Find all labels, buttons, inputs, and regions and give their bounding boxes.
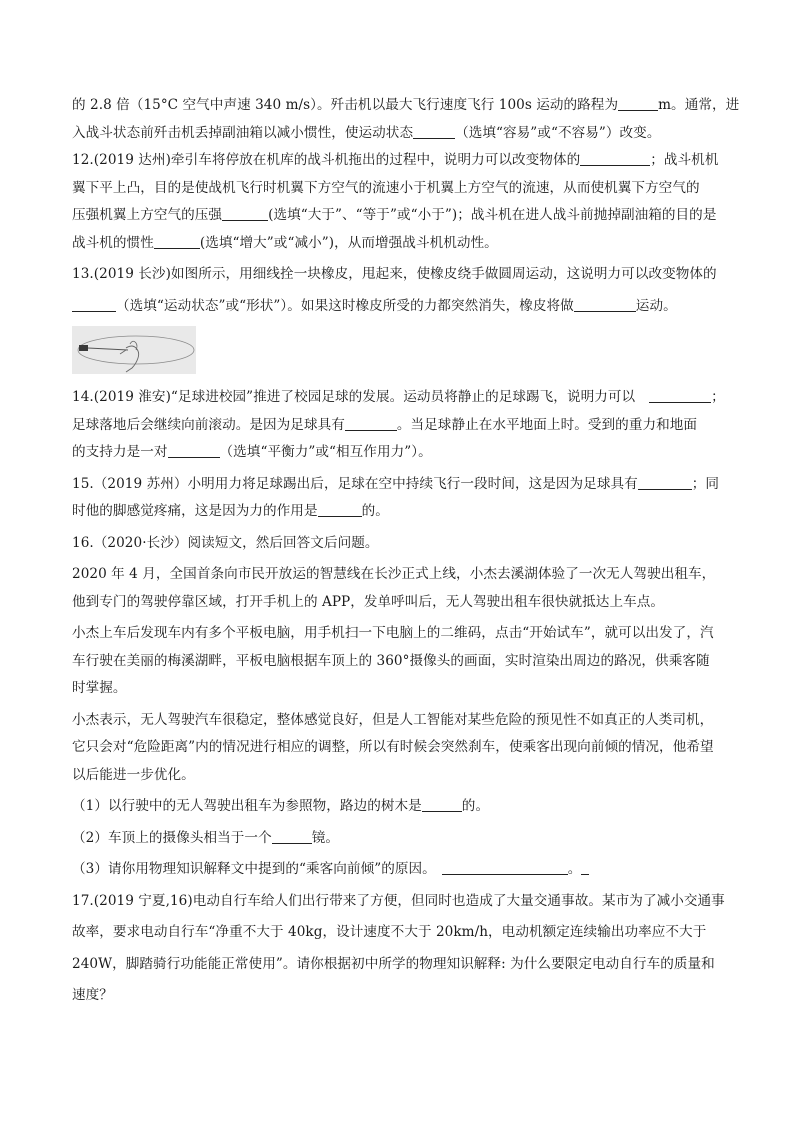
q13-line-1: 13.(2019 长沙)如图所示，用细线拴一块橡皮，甩起来，使橡皮绕手做圆周运动，这说明力可以改变物体的: [72, 266, 717, 282]
answer-blank[interactable]: [222, 205, 268, 221]
q12-line-3: 压强机翼上方空气的压强 (选填“大于”、“等于”或“小于”)；战斗机在进人战斗前抛掉副油箱的目的是: [72, 207, 717, 223]
passage-line: 他到专门的驾驶停靠区域，打开手机上的 APP，发单呼叫后，无人驾驶出租车很快就抵达上车点。: [72, 593, 665, 610]
q17-line-2: 故率，要求电动自行车“净重不大于 40kg，设计速度不大于 20km/h，电动机额定连续输出功率应不大于: [72, 924, 707, 940]
answer-blank[interactable]: [580, 150, 650, 166]
answer-blank[interactable]: [618, 95, 658, 111]
passage-line: 车行驶在美丽的梅溪湖畔，平板电脑根据车顶上的 360°摄像头的画面，实时渲染出周边的路况，供乘客随: [72, 652, 710, 669]
answer-blank[interactable]: [318, 501, 362, 517]
q15-line-1: 15.（2019 苏州）小明用力将足球踢出后，足球在空中持续飞行一段时间，这是因为足球具有 ；同: [72, 475, 720, 492]
answer-blank[interactable]: [442, 859, 568, 875]
q12-line-4: 战斗机的惯性 (选填“增大”或“减小”)，从而增强战斗机机动性。: [72, 234, 498, 251]
q12-line-2: 翼下平上凸，目的是使战机飞行时机翼下方空气的流速小于机翼上方空气的流速，从而使机翼下方空气的: [72, 179, 700, 196]
answer-blank[interactable]: [574, 296, 636, 312]
answer-blank[interactable]: [422, 796, 462, 812]
q17-line-3: 240W，脚踏骑行功能能正常使用”。请你根据初中所学的物理知识解释: 为什么要限定电动自行车的质量和: [72, 955, 715, 972]
passage-line: 它只会对“危险距离”内的情况进行相应的调整，所以有时候会突然刹车，使乘客出现向前倾的情况，他希望: [72, 739, 714, 755]
eraser-shape: [79, 345, 88, 351]
passage-line: 小杰表示，无人驾驶汽车很稳定，整体感觉良好，但是人工智能对某些危险的预见性不如真正的人类司机，: [72, 711, 714, 728]
q14-line-1: 14.(2019 淮安)“足球进校园”推进了校园足球的发展。运动员将静止的足球踢飞，说明力可以 ；: [72, 389, 725, 405]
worksheet-page: [72, 92, 740, 1010]
q13-line-2: （选填“运动状态”或“形状”）。如果这时橡皮所受的力都突然消失，橡皮将做 运动。: [72, 293, 724, 321]
answer-blank[interactable]: [649, 387, 711, 403]
q14-line-2: 足球落地后会继续向前滚动。是因为足球具有 。当足球静止在水平地面上时。受到的重力和地面: [72, 416, 698, 433]
q16-sub-1: （1）以行驶中的无人驾驶出租车为参照物，路边的树木是 的。: [72, 798, 490, 814]
answer-blank[interactable]: [345, 415, 397, 431]
eraser-circular-motion-figure: [72, 326, 196, 374]
answer-blank[interactable]: [154, 233, 200, 249]
answer-blank[interactable]: [168, 442, 220, 458]
answer-blank[interactable]: [413, 123, 455, 139]
q14-line-3: 的支持力是一对 （选填“平衡力”或“相互作用力”）。: [72, 444, 432, 460]
passage-line: 2020 年 4 月，全国首条向市民开放运的智慧线在长沙正式上线，小杰去溪湖体验了一次无人驾驶出租车，: [72, 566, 716, 582]
q12-line-1: 12.(2019 达州)牵引车将停放在机库的战斗机拖出的过程中，说明力可以改变物体的 ；战斗机机: [72, 152, 719, 168]
answer-blank[interactable]: [638, 474, 692, 490]
passage-line: 时掌握。: [72, 680, 127, 696]
answer-blank[interactable]: [272, 828, 312, 844]
q16-sub-2: （2）车顶上的摄像头相当于一个 镜。: [72, 829, 340, 846]
q11-line-2: 入战斗状态前歼击机丢掉副油箱以减小惯性，使运动状态 （选填“容易”或“不容易”）改变。: [72, 124, 661, 141]
q16-sub-3: （3）请你用物理知识解释文中提到的“乘客向前倾”的原因。 。: [72, 856, 724, 884]
answer-blank[interactable]: [72, 296, 116, 312]
q15-line-2: 时他的脚感觉疼痛，这是因为力的作用是 的。: [72, 503, 389, 519]
q11-line-1: 的 2.8 倍（15°C 空气中声速 340 m/s）。歼击机以最大飞行速度飞行 100s 运动的路程为 m。通常，进: [72, 97, 740, 113]
q16-title: 16.（2020·长沙）阅读短文，然后回答文后问题。: [72, 534, 379, 551]
passage-line: 以后能进一步优化。: [72, 766, 195, 783]
q17-line-4: 速度？: [72, 987, 113, 1003]
passage-line: 小杰上车后发现车内有多个平板电脑，用手机扫一下电脑上的二维码，点击“开始试车”，就可以出发了，汽: [72, 625, 714, 641]
q17-line-1: 17.(2019 宁夏,16)电动自行车给人们出行带来了方便，但同时也造成了大量交通事故。某市为了减小交通事: [72, 892, 725, 909]
